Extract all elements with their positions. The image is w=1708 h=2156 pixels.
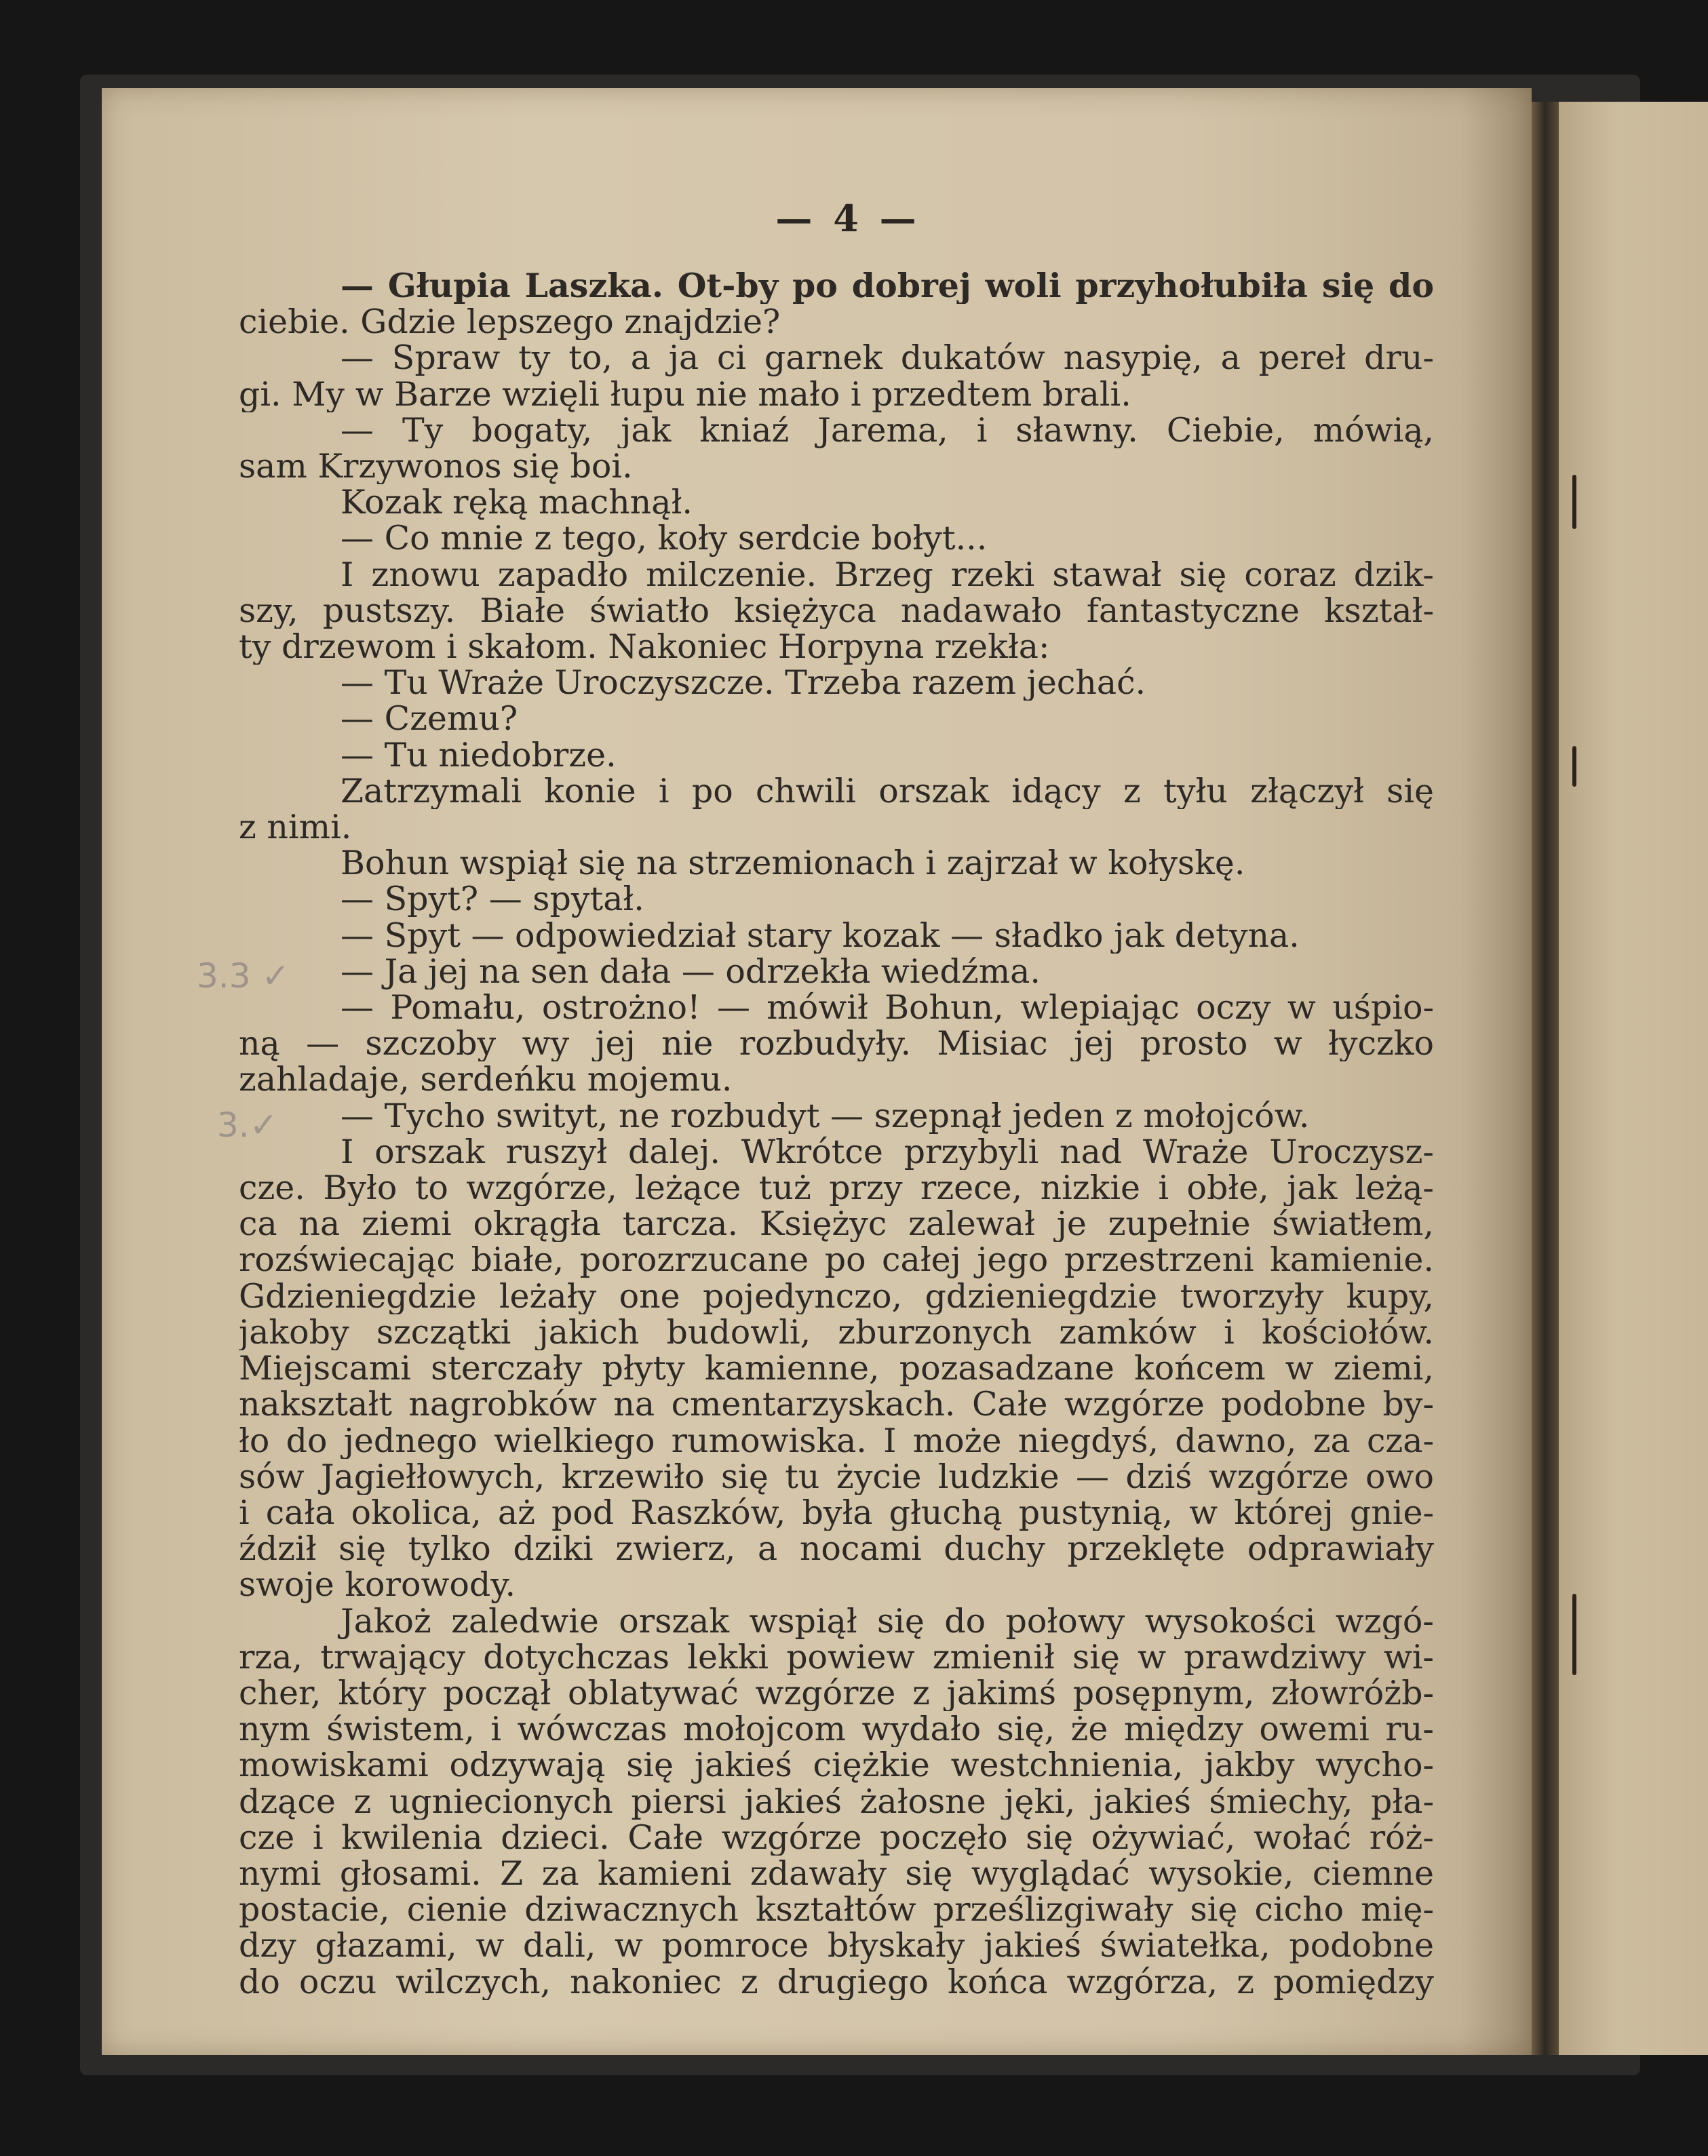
spine-mark [1572,475,1576,529]
text-line: szy, pustszy. Białe światło księżyca nadawało fantastyczne kształ- [239,592,1434,629]
text-line: — Pomału, ostrożno! — mówił Bohun, wlepiając oczy w uśpio- [341,989,1434,1026]
text-line: dzy głazami, w dali, w pomroce błyskały jakieś światełka, podobne [239,1927,1434,1964]
text-line: z nimi. [239,809,352,846]
page-gutter [1532,102,1559,2055]
facing-page-edge [1559,102,1708,2055]
text-line: rozświecając białe, porozrzucane po całej jego przestrzeni kamienie. [239,1242,1434,1278]
text-line: Gdzieniegdzie leżały one pojedynczo, gdzieniegdzie tworzyły kupy, [239,1278,1434,1314]
text-line: ca na ziemi okrągła tarcza. Księżyc zalewał je zupełnie światłem, [239,1206,1434,1242]
text-line: i cała okolica, aż pod Raszków, była głuchą pustynią, w której gnie- [239,1494,1434,1531]
text-line: sów Jagiełłowych, krzewiło się tu życie ludzkie — dziś wzgórze owo [239,1458,1434,1495]
text-line: ciebie. Gdzie lepszego znajdzie? [239,304,781,340]
text-line: — Tycho swityt, ne rozbudyt — szepnął jeden z mołojców. [341,1097,1310,1134]
text-line: — Czemu? [341,701,518,737]
text-line: — Tu niedobrze. [341,737,617,773]
text-line: Kozak ręką machnął. [341,484,693,521]
text-line: zahladaje, serdeńku mojemu. [239,1061,733,1098]
pencil-mark: 3.✓ [217,1105,278,1145]
text-line: Miejscami sterczały płyty kamienne, pozasadzane końcem w ziemi, [239,1350,1434,1387]
text-line: — Ty bogaty, jak kniaź Jarema, i sławny. Ciebie, mówią, [341,412,1434,449]
spine-mark [1572,746,1576,787]
text-line: jakoby szczątki jakich budowli, zburzonych zamków i kościołów. [239,1314,1434,1351]
text-line: Bohun wspiął się na strzemionach i zajrzał w kołyskę. [341,845,1245,882]
text-line: — Ja jej na sen dała — odrzekła wiedźma. [341,953,1041,990]
text-line: nakształt nagrobków na cmentarzyskach. Całe wzgórze podobne by- [239,1386,1434,1423]
text-line: I orszak ruszył dalej. Wkrótce przybyli nad Wraże Uroczysz- [341,1133,1434,1171]
text-line: cher, który począł oblatywać wzgórze z jakimś posępnym, złowróżb- [239,1674,1434,1712]
text-line: gi. My w Barze wzięli łupu nie mało i przedtem brali. [239,376,1131,412]
text-line: cze i kwilenia dzieci. Całe wzgórze poczęło się ożywiać, wołać róż- [239,1819,1434,1856]
text-line: — Głupia Laszka. Ot-by po dobrej woli przyhołubiła się do [341,268,1434,305]
text-line: ło do jednego wielkiego rumowiska. I może niegdyś, dawno, za cza- [239,1422,1434,1459]
text-line: swoje korowody. [239,1567,516,1603]
text-line: — Spyt? — spytał. [341,881,644,918]
text-line: — Spyt — odpowiedział stary kozak — sładko jak detyna. [341,917,1300,954]
page-number: — 4 — [775,197,920,240]
text-line: nymi głosami. Z za kamieni zdawały się wyglądać wysokie, ciemne [239,1855,1434,1892]
text-line: dzące z ugniecionych piersi jakieś żałosne jęki, jakieś śmiechy, pła- [239,1783,1434,1820]
text-line: — Tu Wraże Uroczyszcze. Trzeba razem jechać. [341,665,1146,701]
text-line: Jakoż zaledwie orszak wspiął się do połowy wysokości wzgó- [341,1603,1434,1639]
text-line: — Spraw ty to, a ja ci garnek dukatów nasypię, a pereł dru- [341,340,1434,376]
text-line: rza, trwający dotychczas lekki powiew zmienił się w prawdziwy wi- [239,1639,1434,1675]
text-line: nym świstem, i wówczas mołojcom wydało się, że między owemi ru- [239,1711,1434,1748]
pencil-mark: 3.3 ✓ [197,956,290,996]
text-line: sam Krzywonos się boi. [239,448,633,485]
text-line: do oczu wilczych, nakoniec z drugiego końca wzgórza, z pomiędzy [239,1963,1434,2000]
text-line: ną — szczoby wy jej nie rozbudyły. Misiac jej prosto w łyczko [239,1025,1434,1062]
text-line: mowiskami odzywają się jakieś ciężkie westchnienia, jakby wycho- [239,1747,1434,1784]
text-line: Zatrzymali konie i po chwili orszak idący z tyłu złączył się [341,772,1434,810]
text-line: I znowu zapadło milczenie. Brzeg rzeki stawał się coraz dzik- [341,556,1434,593]
spine-mark [1572,1594,1576,1675]
text-line: — Co mnie z tego, koły serdcie bołyt... [341,520,988,557]
text-line: postacie, cienie dziwacznych kształtów prześlizgiwały się cicho mię- [239,1892,1434,1928]
text-line: cze. Było to wzgórze, leżące tuż przy rzece, nizkie i obłe, jak leżą- [239,1170,1434,1207]
text-line: ździł się tylko dziki zwierz, a nocami duchy przeklęte odprawiały [239,1531,1434,1567]
text-line: ty drzewom i skałom. Nakoniec Horpyna rzekła: [239,629,1050,665]
body-text [239,268,1434,2000]
